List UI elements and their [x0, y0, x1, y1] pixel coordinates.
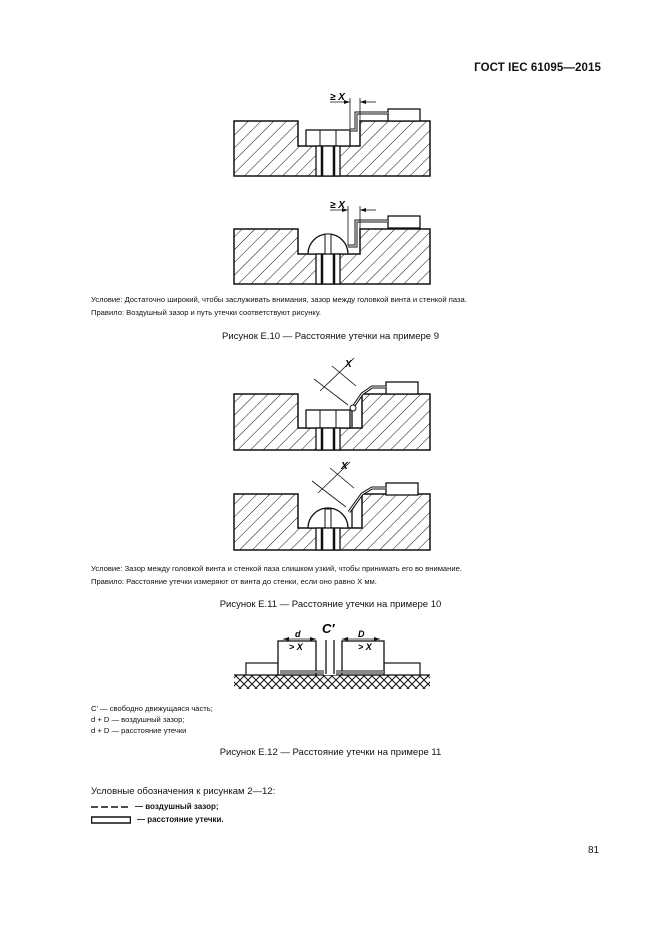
legend-air-gap-row [91, 802, 219, 811]
figure-e11-condition: Условие: Зазор между головкой винта и стенкой паза слишком узкий, чтобы принимать его во внимание. [91, 564, 462, 573]
legend-title: Условные обозначения к рисункам 2—12: [91, 786, 276, 797]
figure-e11-rule: Правило: Расстояние утечки измеряют от винта до стенки, если оно равно X мм. [91, 576, 377, 586]
round-screw-narrow-drawing [234, 461, 430, 550]
legend-creepage-row [91, 815, 224, 824]
figure-e10-condition: Условие: Достаточно широкий, чтобы заслуживать внимания, зазор между головкой винта и стенкой паза. [91, 295, 467, 304]
figure-e11-caption: Рисунок Е.11 — Расстояние утечки на примере 10 [219, 599, 442, 610]
legend-creepage-label: — расстояние утечки. [137, 815, 224, 824]
figure-e11-bottom-x-label: X [341, 461, 348, 472]
figure-e12-d-label: d [295, 629, 301, 639]
round-screw-drawing [234, 200, 430, 284]
figure-e10-top-x-label: ≥ X [330, 92, 345, 103]
figure-e12-note-moving-part: С′ — свободно движущаяся часть; [91, 704, 213, 713]
figure-e10-caption: Рисунок Е.10 — Расстояние утечки на примере 9 [222, 331, 439, 342]
double-line-symbol [91, 816, 131, 824]
figure-e12-gx-left: > X [289, 642, 303, 652]
figure-e10-bottom-x-label: ≥ X [330, 200, 345, 211]
figure-e12-c-label: C′ [322, 621, 335, 636]
figure-e12-D-label: D [358, 629, 365, 639]
page-number: 81 [588, 845, 600, 856]
dashed-line-symbol [91, 804, 129, 810]
legend-air-gap-label: — воздушный зазор; [135, 802, 219, 811]
figure-e10-rule: Правило: Воздушный зазор и путь утечки соответствуют рисунку. [91, 307, 321, 317]
hex-screw-narrow-drawing [234, 358, 430, 450]
figure-e12-note-air-gap: d + D — воздушный зазор; [91, 715, 185, 724]
document-header: ГОСТ IEC 61095—2015 [474, 62, 601, 74]
figure-e12-drawing [0, 615, 661, 695]
figure-e10-drawing [0, 0, 661, 300]
figure-e11-top-x-label: X [345, 359, 352, 370]
figure-e11-drawing [0, 350, 661, 560]
figure-e12-caption: Рисунок Е.12 — Расстояние утечки на примере 11 [219, 747, 442, 758]
figure-e12-gx-right: > X [358, 642, 372, 652]
figure-e12-note-creepage: d + D — расстояние утечки [91, 726, 187, 735]
hex-screw-drawing [234, 92, 430, 176]
